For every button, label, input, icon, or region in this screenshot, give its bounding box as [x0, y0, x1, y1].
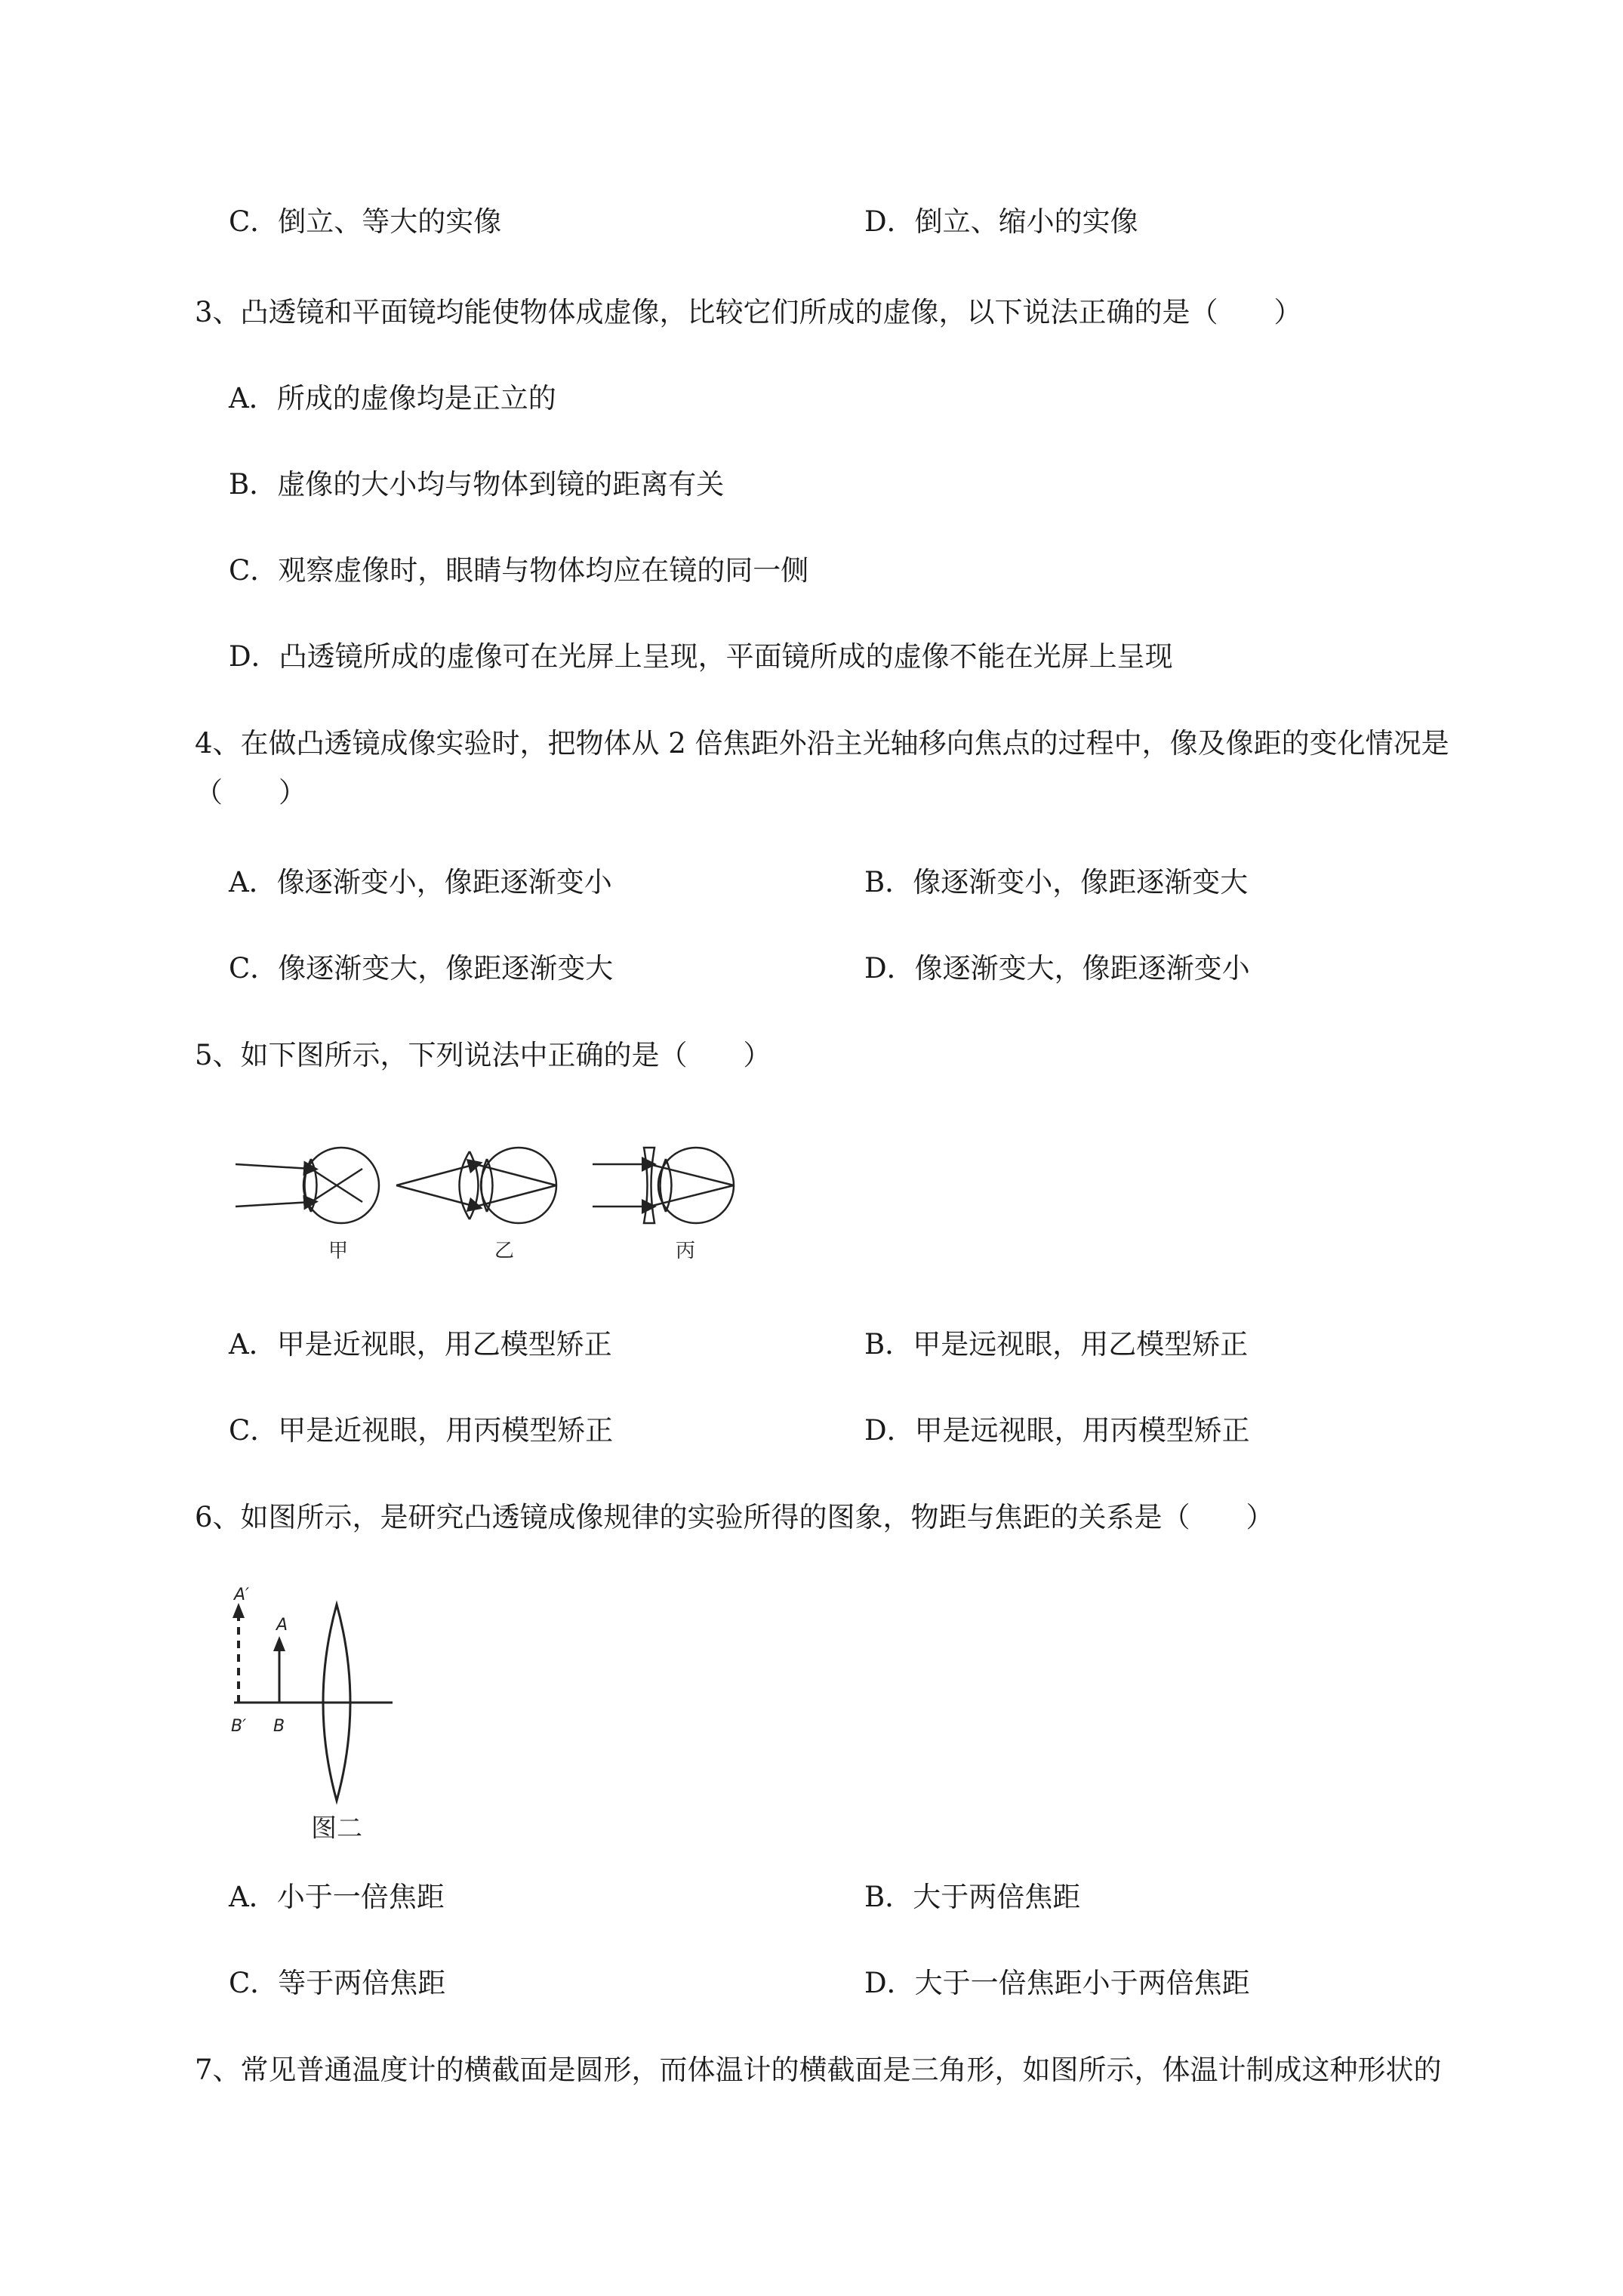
q2-option-d: D．倒立、缩小的实像 — [864, 205, 1138, 238]
q5-stem: 5、如下图所示，下列说法中正确的是（ ） — [195, 1039, 771, 1071]
label-a-prime: A′ — [234, 1586, 250, 1604]
q6-option-a: A．小于一倍焦距 — [229, 1881, 445, 1913]
q5-option-a: A．甲是近视眼，用乙模型矫正 — [229, 1328, 612, 1361]
eye-jia — [236, 1148, 379, 1223]
lens-diagram-figure — [226, 1582, 408, 1838]
q4-option-c: C．像逐渐变大，像距逐渐变大 — [229, 952, 614, 985]
q6-option-d: D．大于一倍焦距小于两倍焦距 — [864, 1967, 1250, 1999]
q2-option-c: C．倒立、等大的实像 — [229, 205, 502, 238]
q6-option-c: C．等于两倍焦距 — [229, 1967, 446, 1999]
q3-stem: 3、凸透镜和平面镜均能使物体成虚像，比较它们所成的虚像，以下说法正确的是（ ） — [195, 296, 1302, 328]
q6-option-b: B．大于两倍焦距 — [864, 1881, 1081, 1913]
q5-option-b: B．甲是远视眼，用乙模型矫正 — [864, 1328, 1249, 1361]
eye-bing — [593, 1148, 734, 1223]
eye-diagram-svg — [226, 1125, 755, 1276]
q3-option-c: C．观察虚像时，眼睛与物体均应在镜的同一侧 — [229, 554, 809, 587]
label-a: A — [276, 1616, 288, 1635]
q3-option-a: A．所成的虚像均是正立的 — [229, 382, 556, 415]
eye-yi — [396, 1148, 556, 1223]
figure-caption: 图二 — [311, 1814, 362, 1838]
q6-stem: 6、如图所示，是研究凸透镜成像规律的实验所得的图象，物距与焦距的关系是（ ） — [195, 1501, 1274, 1533]
q4-option-b: B．像逐渐变小，像距逐渐变大 — [864, 866, 1249, 898]
label-yi: 乙 — [494, 1240, 515, 1262]
q4-stem-line2: （ ） — [195, 776, 306, 809]
lens-diagram-svg — [226, 1582, 408, 1838]
q4-option-d: D．像逐渐变大，像距逐渐变小 — [864, 952, 1250, 985]
object-arrowhead-icon — [273, 1636, 285, 1651]
q4-stem-line1: 4、在做凸透镜成像实验时，把物体从 2 倍焦距外沿主光轴移向焦点的过程中，像及像距的变化情况是 — [195, 727, 1449, 760]
label-b: B — [273, 1717, 285, 1736]
q3-option-d: D．凸透镜所成的虚像可在光屏上呈现，平面镜所成的虚像不能在光屏上呈现 — [229, 640, 1173, 673]
q4-option-a: A．像逐渐变小，像距逐渐变小 — [229, 866, 612, 898]
q7-stem: 7、常见普通温度计的横截面是圆形，而体温计的横截面是三角形，如图所示，体温计制成这种形状的 — [195, 2054, 1442, 2086]
q3-option-b: B．虚像的大小均与物体到镜的距离有关 — [229, 468, 725, 501]
label-b-prime: B′ — [231, 1717, 247, 1736]
image-arrowhead-icon — [233, 1603, 245, 1618]
label-bing: 丙 — [676, 1240, 696, 1262]
label-jia: 甲 — [328, 1240, 349, 1262]
eye-diagram-figure — [226, 1125, 755, 1276]
q5-option-d: D．甲是远视眼，用丙模型矫正 — [864, 1414, 1250, 1447]
q5-option-c: C．甲是近视眼，用丙模型矫正 — [229, 1414, 614, 1447]
